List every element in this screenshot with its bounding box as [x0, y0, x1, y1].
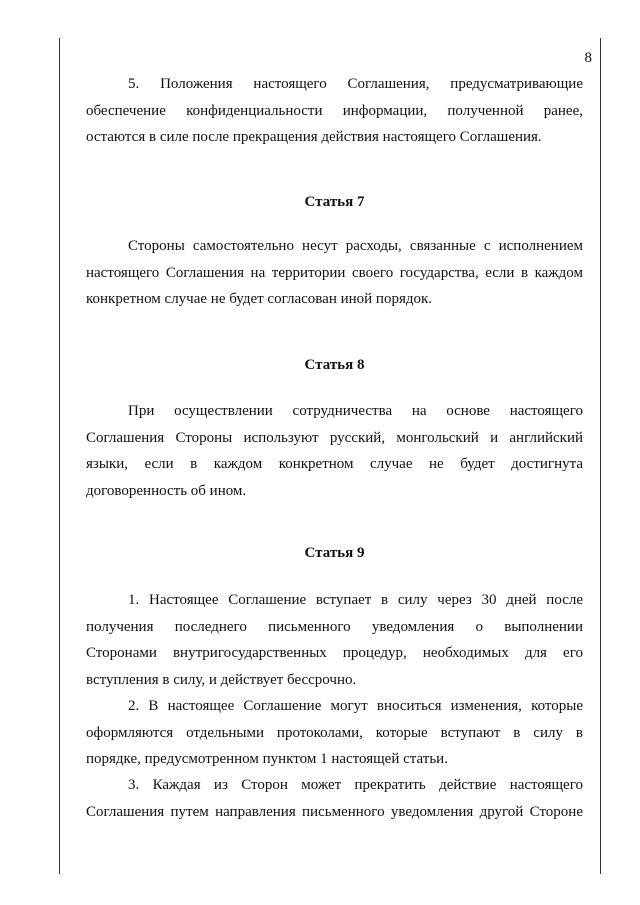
text-line: языки, если в каждом конкретном случае не будет достигнута — [86, 456, 583, 472]
article-9-paragraph-2 — [86, 693, 583, 773]
text-line: получения последнего письменного уведомления о выполнении — [86, 618, 583, 635]
text-line: При осуществлении сотрудничества на основе настоящего — [128, 403, 583, 419]
page-border-left — [59, 38, 60, 874]
text-line: вступления в силу, и действует бессрочно. — [86, 671, 357, 688]
text-line: обеспечение конфиденциальности информации, полученной ранее, — [86, 102, 583, 119]
text-line: 1. Настоящее Соглашение вступает в силу через 30 дней после — [128, 592, 583, 608]
text-line: 3. Каждая из Сторон может прекратить действие настоящего — [128, 777, 583, 793]
article-9-paragraph-3 — [86, 772, 583, 825]
text-line: Соглашения путем направления письменного уведомления другой Стороне — [86, 803, 583, 820]
text-line: Сторонами внутригосударственных процедур, необходимых для его — [86, 645, 583, 661]
article-9-paragraph-1 — [86, 587, 583, 693]
paragraph-5 — [86, 71, 583, 151]
article-7-paragraph — [86, 233, 583, 313]
text-line: оформляются отдельными протоколами, которые вступают в силу в — [86, 724, 583, 741]
text-line: 5. Положения настоящего Соглашения, предусматривающие — [128, 76, 583, 92]
article-9-heading: Статья 9 — [304, 545, 365, 561]
article-8-heading: Статья 8 — [304, 357, 365, 373]
page-border-right — [600, 38, 601, 874]
text-line: договоренность об ином. — [86, 482, 247, 499]
text-line: остаются в силе после прекращения действия настоящего Соглашения. — [86, 129, 542, 145]
page-number: 8 — [584, 50, 592, 66]
text-line: порядке, предусмотренном пунктом 1 настоящей статьи. — [86, 751, 448, 767]
text-line: конкретном случае не будет согласован иной порядок. — [86, 291, 433, 307]
text-line: Соглашения Стороны используют русский, монгольский и английский — [86, 429, 583, 446]
article-8-paragraph — [86, 398, 583, 504]
text-line: 2. В настоящее Соглашение могут вноситься изменения, которые — [128, 698, 583, 714]
article-7-heading: Статья 7 — [304, 194, 365, 210]
text-line: настоящего Соглашения на территории своего государства, если в каждом — [86, 264, 583, 281]
text-line: Стороны самостоятельно несут расходы, связанные с исполнением — [128, 238, 583, 254]
